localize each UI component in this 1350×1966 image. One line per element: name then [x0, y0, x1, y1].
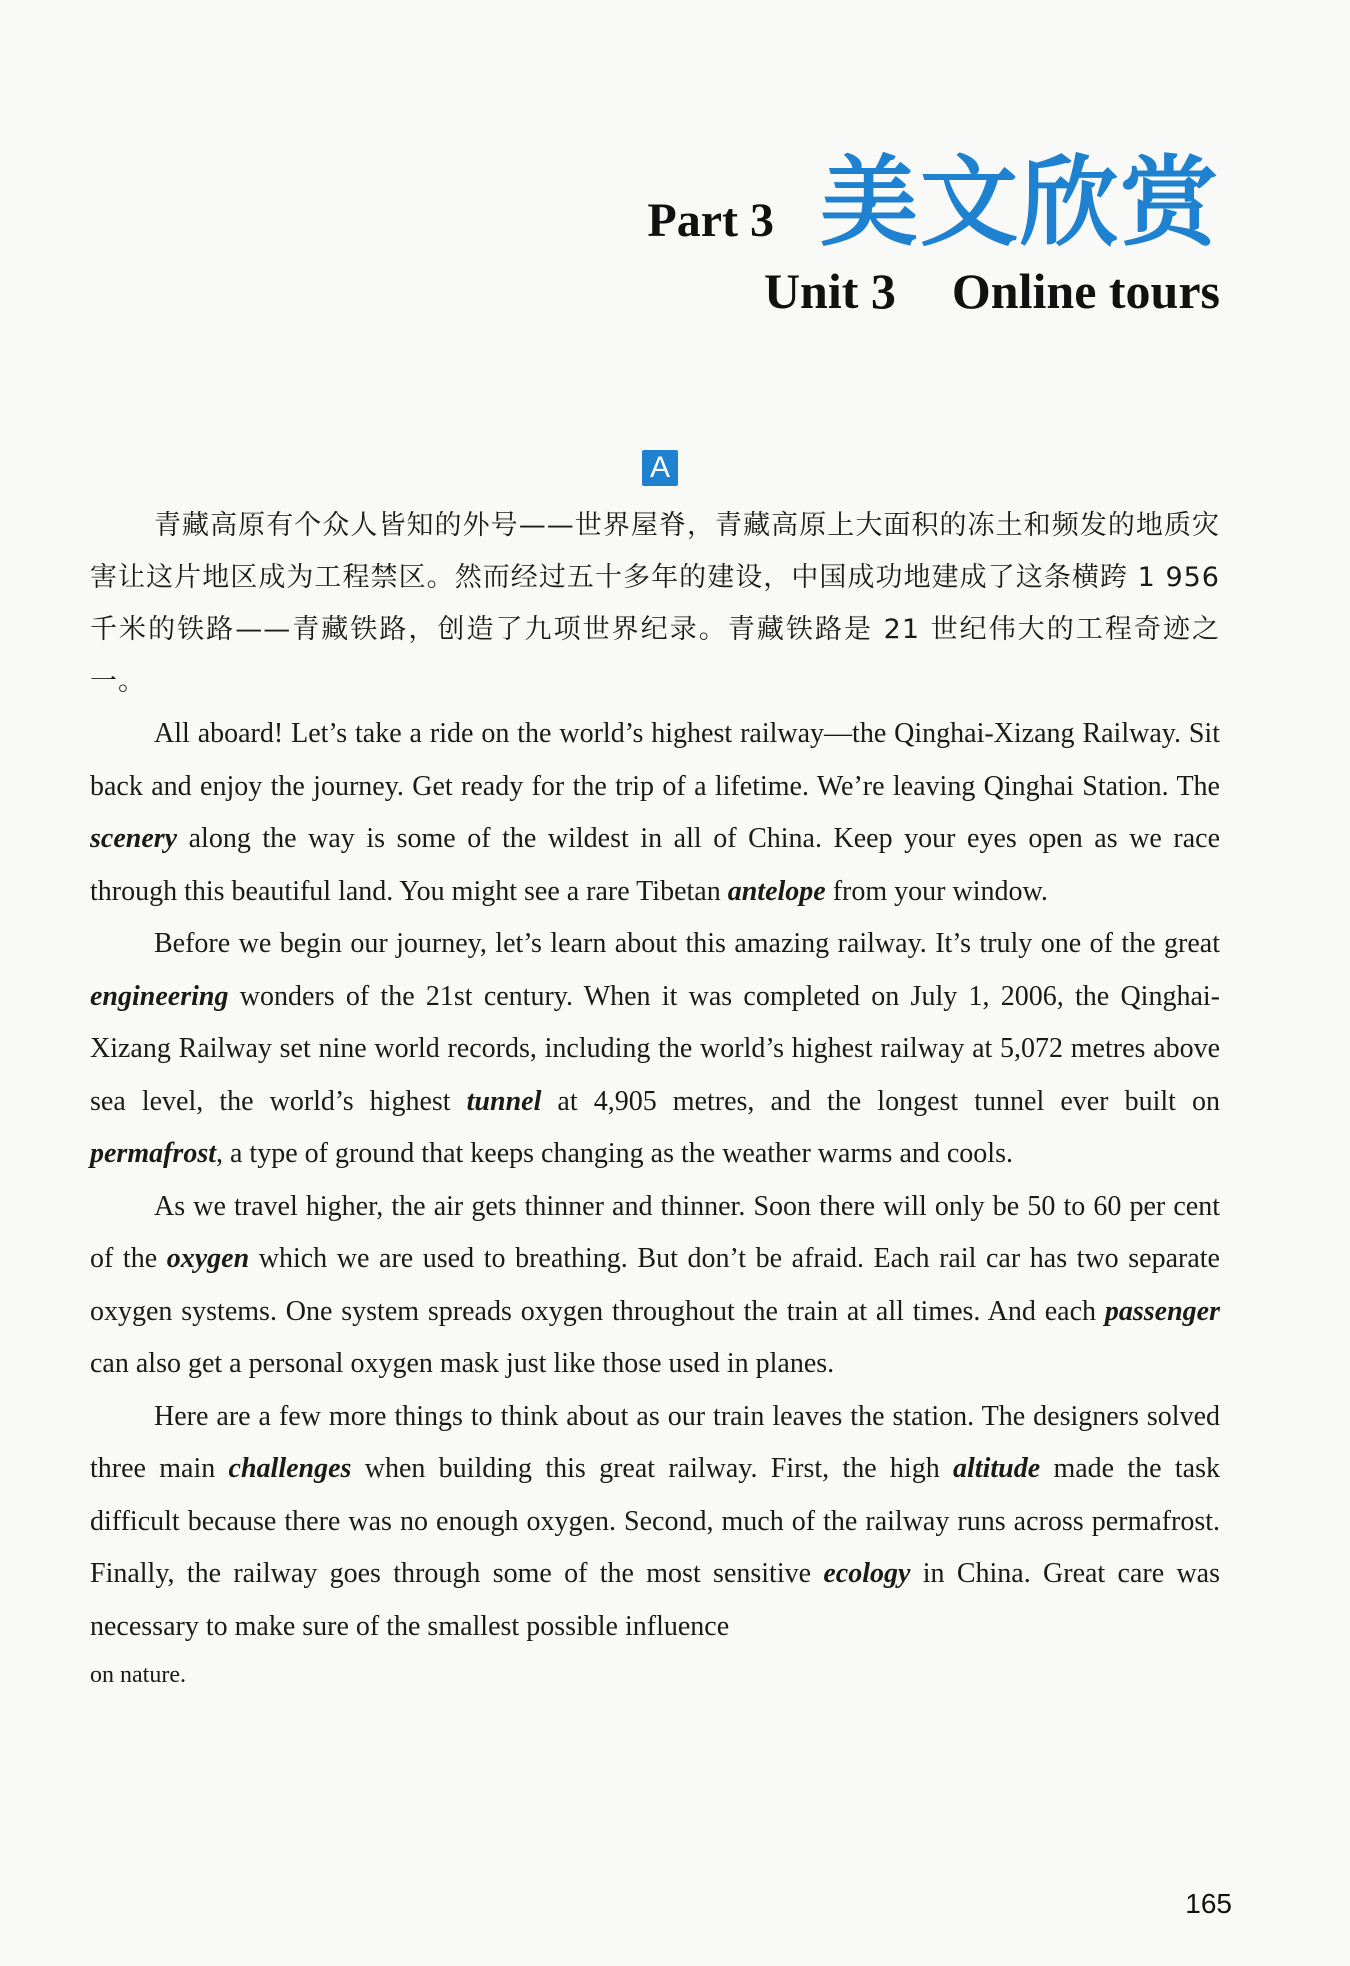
paragraph-text: As we travel higher, the air gets thinner and thinner. Soon there will only be 50 to 60 per cent of the: [90, 1190, 1220, 1274]
page-header: [647, 148, 1220, 320]
paragraph-text: Here are a few more things to think about as our train leaves the station. The designers solved three main: [90, 1400, 1220, 1484]
paragraph-text: in China. Great care was necessary to make sure of the smallest possible influence: [90, 1558, 1220, 1642]
unit-number: Unit 3: [763, 263, 896, 319]
vocab-word: altitude: [953, 1453, 1041, 1484]
vocab-word: antelope: [727, 875, 826, 907]
paragraph-text: at 4,905 metres, and the longest tunnel ever built on: [541, 1085, 1220, 1117]
paragraph-1: [90, 708, 1220, 918]
vocab-word: ecology: [823, 1558, 911, 1589]
vocab-word: passenger: [1104, 1295, 1220, 1327]
paragraph-text: can also get a personal oxygen mask just like those used in planes.: [90, 1348, 835, 1379]
paragraph-text: which we are used to breathing. But don’t be afraid. Each rail car has two separate oxygen systems. One system spreads oxygen throughout the train at all times. And each: [90, 1243, 1220, 1327]
unit-heading: [647, 262, 1220, 320]
article-body: [90, 500, 1220, 1697]
vocab-word: scenery: [90, 823, 178, 854]
chinese-intro-paragraph: 青藏高原有个众人皆知的外号——世界屋脊，青藏高原上大面积的冻土和频发的地质灾害让这片地区成为工程禁区。然而经过五十多年的建设，中国成功地建成了这条横跨 1 956 千米的铁路——青藏铁路，创造了九项世界纪录。青藏铁路是 21 世纪伟大的工程奇迹之一。: [90, 510, 1220, 697]
paragraph-text: when building this great railway. First, the high: [351, 1453, 954, 1484]
vocab-word: tunnel: [466, 1085, 542, 1117]
paragraph-4: [90, 1391, 1220, 1654]
part-heading: [647, 148, 1220, 258]
paragraph-text: along the way is some of the wildest in all of China. Keep your eyes open as we race through this beautiful land. You might see a rare Tibetan: [90, 823, 1220, 907]
vocab-word: permafrost: [90, 1138, 216, 1169]
paragraph-text: Before we begin our journey, let’s learn about this amazing railway. It’s truly one of the great: [154, 928, 1220, 959]
section-badge: A: [642, 450, 678, 486]
unit-title: Online tours: [951, 263, 1220, 319]
paragraph-text: from your window.: [825, 875, 1048, 907]
page-number: 165: [1185, 1888, 1232, 1919]
part-label: Part 3: [647, 194, 774, 247]
paragraph-2: [90, 918, 1220, 1181]
paragraph-3: [90, 1181, 1220, 1391]
vocab-word: engineering: [90, 980, 229, 1012]
vocab-word: challenges: [228, 1453, 352, 1484]
paragraph-text: , a type of ground that keeps changing as the weather warms and cools.: [216, 1138, 1013, 1169]
vocab-word: oxygen: [166, 1243, 250, 1274]
paragraph-text: All aboard! Let’s take a ride on the world’s highest railway—the Qinghai-Xizang Railway. Sit back and enjoy the journey. Get ready for the trip of a lifetime. We’re leaving Qinghai Station. The: [90, 718, 1220, 802]
part-chinese-title: 美文欣赏: [819, 146, 1220, 260]
paragraph-text: made the task difficult because there was no enough oxygen. Second, much of the railway runs across permafrost. Finally, the railway goes through some of the most sensitive: [90, 1453, 1220, 1589]
paragraph-4-continuation: on nature.: [90, 1662, 186, 1688]
paragraph-text: wonders of the 21st century. When it was completed on July 1, 2006, the Qinghai-Xizang Railway set nine world records, including the world’s highest railway at 5,072 metres above sea level, the world’s highest: [90, 980, 1220, 1117]
